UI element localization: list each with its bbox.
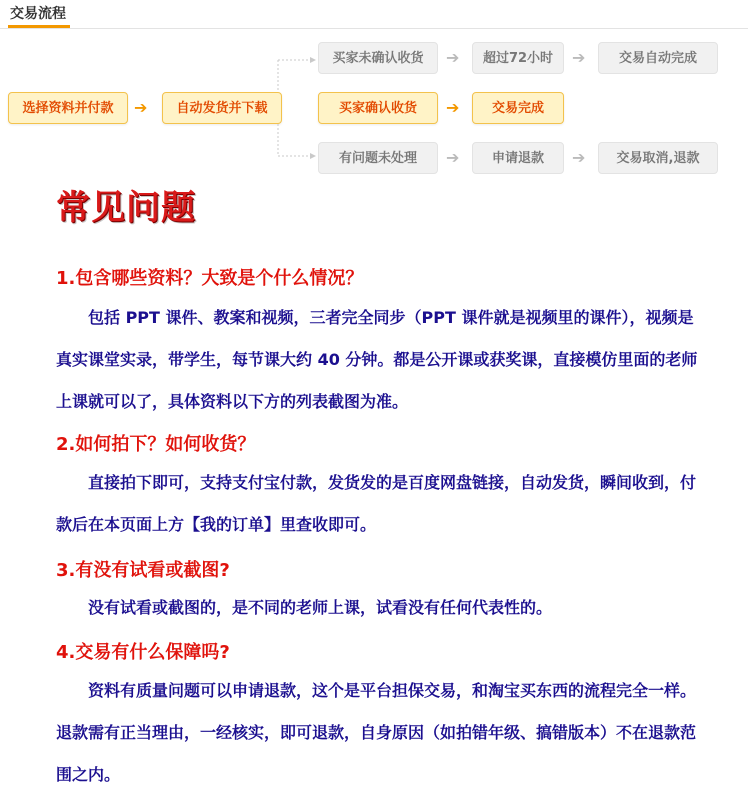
arrow-right-icon: ➔ (572, 148, 586, 167)
tab-active-indicator (8, 25, 70, 28)
step-over-72-hours: 超过72小时 (472, 42, 564, 74)
step-buyer-not-confirmed: 买家未确认收货 (318, 42, 438, 74)
arrow-right-icon: ➔ (134, 98, 148, 117)
step-auto-complete: 交易自动完成 (598, 42, 718, 74)
step-buyer-confirmed: 买家确认收货 (318, 92, 438, 124)
faq-answer-text: 直接拍下即可，支持支付宝付款，发货发的是百度网盘链接，自动发货，瞬间收到，付款后在本页面上方【我的订单】里查收即可。 (56, 473, 697, 534)
faq-answer-1 (56, 297, 706, 423)
step-request-refund: 申请退款 (472, 142, 564, 174)
arrow-right-icon: ➔ (446, 98, 460, 117)
step-transaction-complete: 交易完成 (472, 92, 564, 124)
faq-answer-text: 资料有质量问题可以申请退款，这个是平台担保交易，和淘宝买东西的流程完全一样。退款需有正当理由，一经核实，即可退款，自身原因（如拍错年级、搞错版本）不在退款范围之内。 (56, 681, 697, 784)
step-cancel-refund: 交易取消,退款 (598, 142, 718, 174)
faq-answer-4 (56, 670, 706, 796)
transaction-flow-diagram (0, 30, 748, 180)
faq-answer-text: 没有试看或截图的，是不同的老师上课，试看没有任何代表性的。 (88, 598, 553, 617)
arrow-right-icon: ➔ (446, 48, 460, 67)
tab-transaction-flow[interactable]: 交易流程 (10, 6, 66, 22)
step-select-and-pay: 选择资料并付款 (8, 92, 128, 124)
arrow-right-icon: ➔ (572, 48, 586, 67)
faq-question-1: 1.包含哪些资料？大致是个什么情况？ (56, 268, 364, 289)
faq-answer-text: 包括 PPT 课件、教案和视频，三者完全同步（PPT 课件就是视频里的课件），视频是真实课堂实录，带学生，每节课大约 40 分钟。都是公开课或获奖课，直接模仿里面的老师上课就可以了，具体资料以下方的列表截图为准。 (56, 308, 698, 411)
faq-title: 常见问题 (56, 188, 196, 228)
faq-question-4: 4.交易有什么保障吗? (56, 642, 230, 663)
branch-connector (272, 44, 322, 164)
faq-question-3: 3.有没有试看或截图? (56, 560, 230, 581)
step-auto-ship-download: 自动发货并下载 (162, 92, 282, 124)
step-issue-unhandled: 有问题未处理 (318, 142, 438, 174)
arrow-right-icon: ➔ (446, 148, 460, 167)
faq-answer-3 (56, 587, 706, 629)
faq-answer-2 (56, 462, 706, 546)
tab-bar (0, 0, 748, 29)
faq-question-2: 2.如何拍下？如何收货？ (56, 434, 256, 455)
